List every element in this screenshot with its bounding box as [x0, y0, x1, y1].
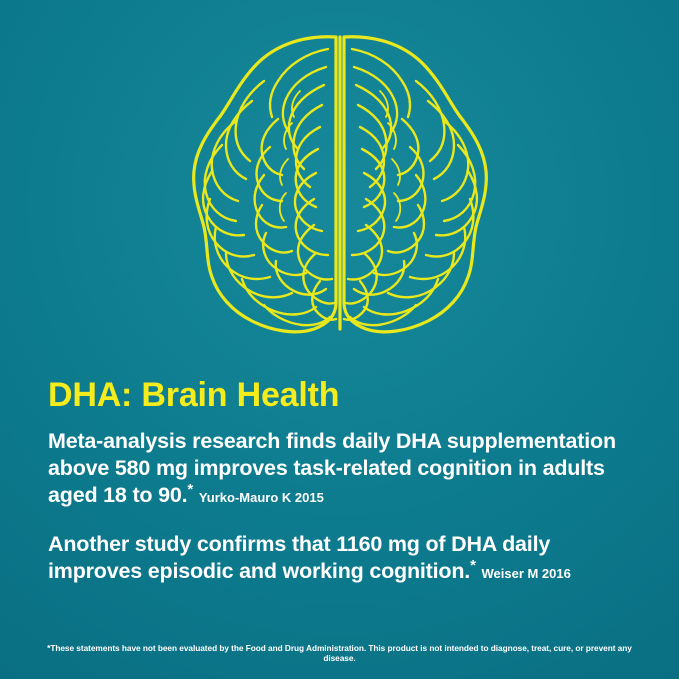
claim-1-marker: *	[187, 480, 194, 498]
fda-disclaimer: *These statements have not been evaluated by the Food and Drug Administration. This product is not intended to diagnose, treat, cure, or prevent any disease.	[47, 643, 632, 663]
claim-text-1	[48, 428, 631, 509]
claim-1-citation: Yurko-Mauro K 2015	[198, 489, 324, 505]
claim-1-body: Meta-analysis research finds daily DHA supplementation above 580 mg improves task-related cognition in adults aged 18 to 90.	[48, 428, 616, 507]
brain-illustration	[0, 8, 679, 378]
page-title: DHA: Brain Health	[48, 376, 340, 414]
claim-2-body: Another study confirms that 1160 mg of DHA daily improves episodic and working cognition.	[48, 531, 551, 583]
claim-2-citation: Weiser M 2016	[481, 566, 571, 581]
claims-content	[0, 378, 679, 585]
claim-text-2	[48, 531, 631, 585]
claim-2-marker: *	[470, 556, 476, 574]
